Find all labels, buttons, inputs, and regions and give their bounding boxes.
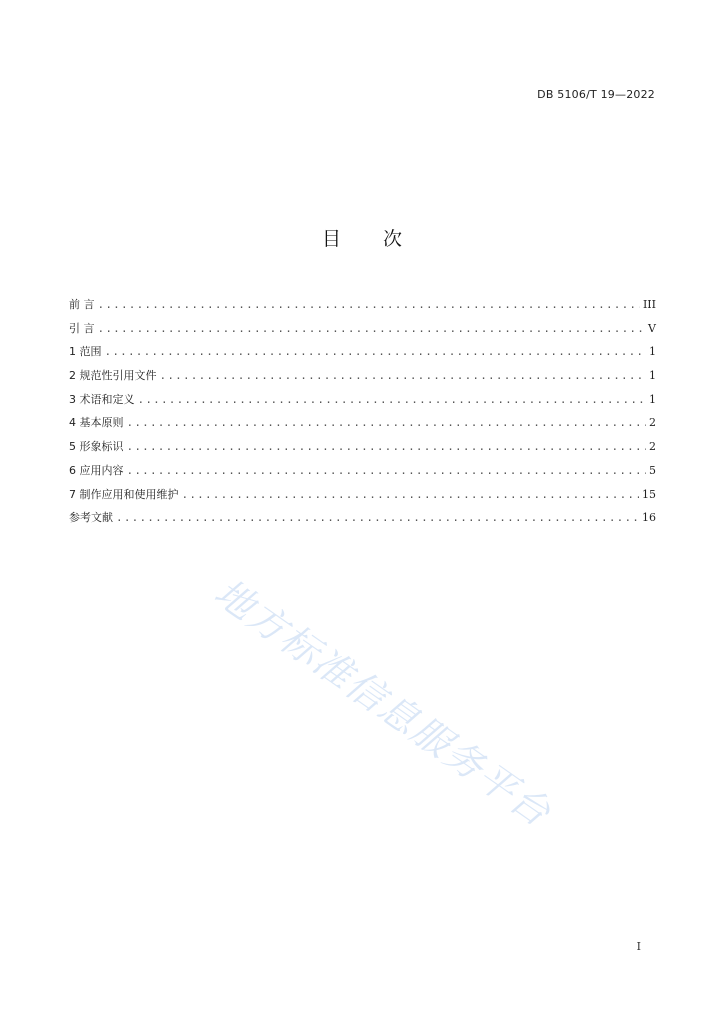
document-code: DB 5106/T 19—2022: [537, 88, 655, 101]
toc-entry-page: 1: [649, 345, 656, 359]
toc-entry-page: 15: [642, 487, 656, 501]
toc-entry-page: 2: [649, 416, 656, 430]
toc-leader-dots: [160, 369, 647, 382]
toc-leader-dots: [105, 345, 647, 358]
toc-entry-label: 2 规范性引用文件: [69, 369, 157, 383]
toc-entry-scope[interactable]: [69, 343, 656, 367]
toc-entry-label: 1 范围: [69, 345, 102, 359]
toc-entry-page: 1: [649, 392, 656, 406]
toc-entry-label: 5 形象标识: [69, 440, 124, 454]
page-number: I: [636, 940, 641, 953]
toc-entry-label: 6 应用内容: [69, 463, 124, 477]
watermark: 地方标准信息服务平台: [206, 570, 560, 836]
toc-entry-label: 3 术语和定义: [69, 392, 135, 406]
page-title: 目 次: [321, 228, 421, 250]
toc-leader-dots: [182, 488, 640, 501]
toc-entry-image-identity[interactable]: [69, 438, 656, 462]
toc-leader-dots: [116, 511, 639, 524]
toc-entry-label: 前 言: [69, 298, 95, 311]
toc-entry-normative-references[interactable]: [69, 367, 656, 391]
toc-entry-page: 16: [642, 511, 656, 525]
toc-entry-application-content[interactable]: [69, 462, 656, 486]
toc-entry-foreword[interactable]: [69, 296, 656, 320]
toc-entry-page: 5: [649, 463, 656, 477]
toc-leader-dots: [138, 393, 647, 406]
toc-entry-label: 参考文献: [69, 511, 113, 525]
toc-entry-production-maintenance[interactable]: [69, 486, 656, 510]
toc-leader-dots: [127, 416, 647, 429]
toc-leader-dots: [127, 440, 647, 453]
toc-entry-page: 2: [649, 440, 656, 454]
toc-entry-label: 4 基本原则: [69, 416, 124, 430]
toc-entry-page: 1: [649, 369, 656, 383]
toc-entry-page: V: [648, 321, 656, 335]
toc-leader-dots: [98, 322, 646, 335]
toc-entry-label: 7 制作应用和使用维护: [69, 487, 179, 501]
toc-entry-page: III: [642, 298, 656, 311]
toc-leader-dots: [98, 298, 640, 311]
toc-entry-bibliography[interactable]: [69, 509, 656, 533]
toc-entry-introduction[interactable]: [69, 320, 656, 344]
toc-leader-dots: [127, 464, 647, 477]
table-of-contents: [69, 296, 656, 533]
toc-entry-terms-definitions[interactable]: [69, 391, 656, 415]
toc-entry-label: 引 言: [69, 321, 95, 335]
toc-entry-basic-principles[interactable]: [69, 414, 656, 438]
